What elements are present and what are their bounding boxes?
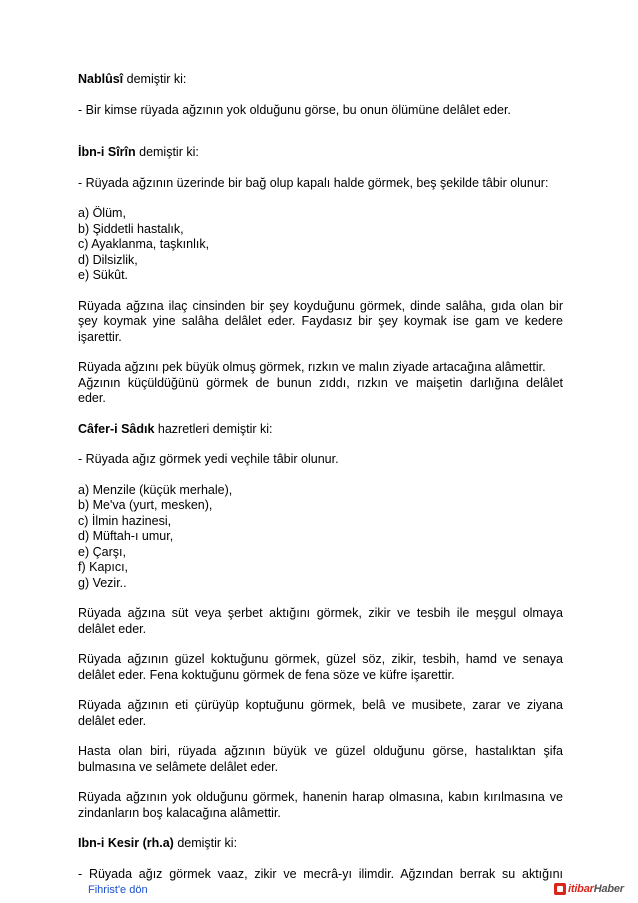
itibarhaber-logo (554, 881, 624, 897)
interpretation-list-1 (78, 206, 563, 284)
author-name: İbn-i Sîrîn (78, 145, 136, 159)
document-body (78, 72, 563, 897)
paragraph-ilac (78, 299, 563, 346)
list-item: c) Ayaklanma, taşkınlık, (78, 237, 210, 251)
paragraph-line: Ağzının küçüldüğünü görmek de bunun zıddı, rızkın ve maişetin darlığına delâlet (78, 375, 563, 390)
paragraph-line: - Rüyada ağız görmek vaaz, zikir ve mecrâ-yı ilimdir. Ağzından berrak su aktığını (78, 866, 563, 881)
nablusi-paragraph: - Bir kimse rüyada ağzının yok olduğunu görse, bu onun ölümüne delâlet eder. (78, 102, 511, 117)
list-item: d) Dilsizlik, (78, 252, 138, 267)
list-item: b) Şiddetli hastalık, (78, 221, 184, 236)
list-item: e) Çarşı, (78, 544, 126, 559)
paragraph-buyuk (78, 360, 563, 407)
paragraph-yok (78, 790, 563, 821)
paragraph-line: delâlet eder. Fena koktuğunu görmek de fena söze ve küfre işarettir. (78, 667, 455, 682)
back-to-index-link[interactable]: Fihrist'e dön (88, 884, 148, 896)
paragraph-line: Rüyada ağzına süt veya şerbet aktığını görmek, zikir ve tesbih ile meşgul olmaya (78, 606, 563, 620)
paragraph-line: işarettir. (78, 329, 122, 344)
nablusi-heading (78, 72, 563, 88)
cafer-paragraph: - Rüyada ağız görmek yedi veçhile tâbir olunur. (78, 452, 339, 466)
ibn-kesir-paragraph (78, 867, 563, 883)
cafer-heading (78, 422, 563, 438)
logo-text-part1: itibar (568, 883, 594, 895)
heading-rest: demiştir ki: (123, 72, 187, 86)
list-item: c) İlmin hazinesi, (78, 513, 172, 528)
paragraph-sut (78, 606, 563, 637)
list-item: a) Ölüm, (78, 206, 126, 220)
logo-icon (554, 883, 566, 895)
paragraph-line: Rüyada ağzının yok olduğunu görmek, hanenin harap olmasına, kabın kırılmasına ve (78, 790, 563, 804)
paragraph-guzel (78, 652, 563, 683)
paragraph-line: Rüyada ağzının eti çürüyüp koptuğunu görmek, belâ ve musibete, zarar ve ziyana (78, 698, 563, 712)
paragraph-line: Hasta olan biri, rüyada ağzının büyük ve güzel olduğunu görse, hastalıktan şifa (78, 744, 563, 758)
paragraph-line: Rüyada ağzına ilaç cinsinden bir şey koyduğunu görmek, dinde salâha, gıda olan bir (78, 298, 563, 313)
list-item: a) Menzile (küçük merhale), (78, 482, 233, 497)
paragraph-line: bulmasına ve selâmete delâlet eder. (78, 759, 279, 774)
author-name: Nablûsî (78, 72, 124, 86)
heading-rest: demiştir ki: (135, 145, 199, 159)
heading-rest: hazretleri demiştir ki: (154, 421, 273, 436)
logo-text-part2: Haber (593, 883, 624, 895)
paragraph-line: zindanların boş kalacağına alâmettir. (78, 805, 281, 820)
logo-text (568, 883, 624, 895)
paragraph-line: eder. (78, 391, 106, 405)
paragraph-eti (78, 698, 563, 729)
paragraph-line: delâlet eder. (78, 713, 147, 728)
paragraph-line: şey koymak yine salâha delâlet eder. Faydasız bir şey koymak ise gam ve kedere (78, 314, 563, 328)
heading-rest: demiştir ki: (173, 836, 238, 850)
paragraph-hasta (78, 744, 563, 775)
paragraph-line: Rüyada ağzının güzel koktuğunu görmek, güzel söz, zikir, tesbih, hamd ve senaya (78, 652, 563, 666)
ibn-sirin-heading (78, 145, 563, 161)
list-item: e) Sükût. (78, 268, 129, 282)
list-item: d) Müftah-ı umur, (78, 529, 174, 543)
author-name: Ibn-i Kesir (rh.a) (78, 836, 174, 850)
list-item: b) Me'va (yurt, mesken), (78, 498, 213, 512)
author-name: Câfer-i Sâdık (78, 421, 155, 436)
ibn-kesir-heading (78, 836, 563, 852)
paragraph-line: delâlet eder. (78, 621, 147, 636)
ibn-sirin-paragraph: - Rüyada ağzının üzerinde bir bağ olup kapalı halde görmek, beş şekilde tâbir olunur: (78, 175, 549, 190)
paragraph-line: Rüyada ağzını pek büyük olmuş görmek, rızkın ve malın ziyade artacağına alâmettir. (78, 360, 546, 374)
list-item: f) Kapıcı, (78, 560, 129, 574)
list-item: g) Vezir.. (78, 575, 127, 590)
interpretation-list-2 (78, 483, 563, 592)
